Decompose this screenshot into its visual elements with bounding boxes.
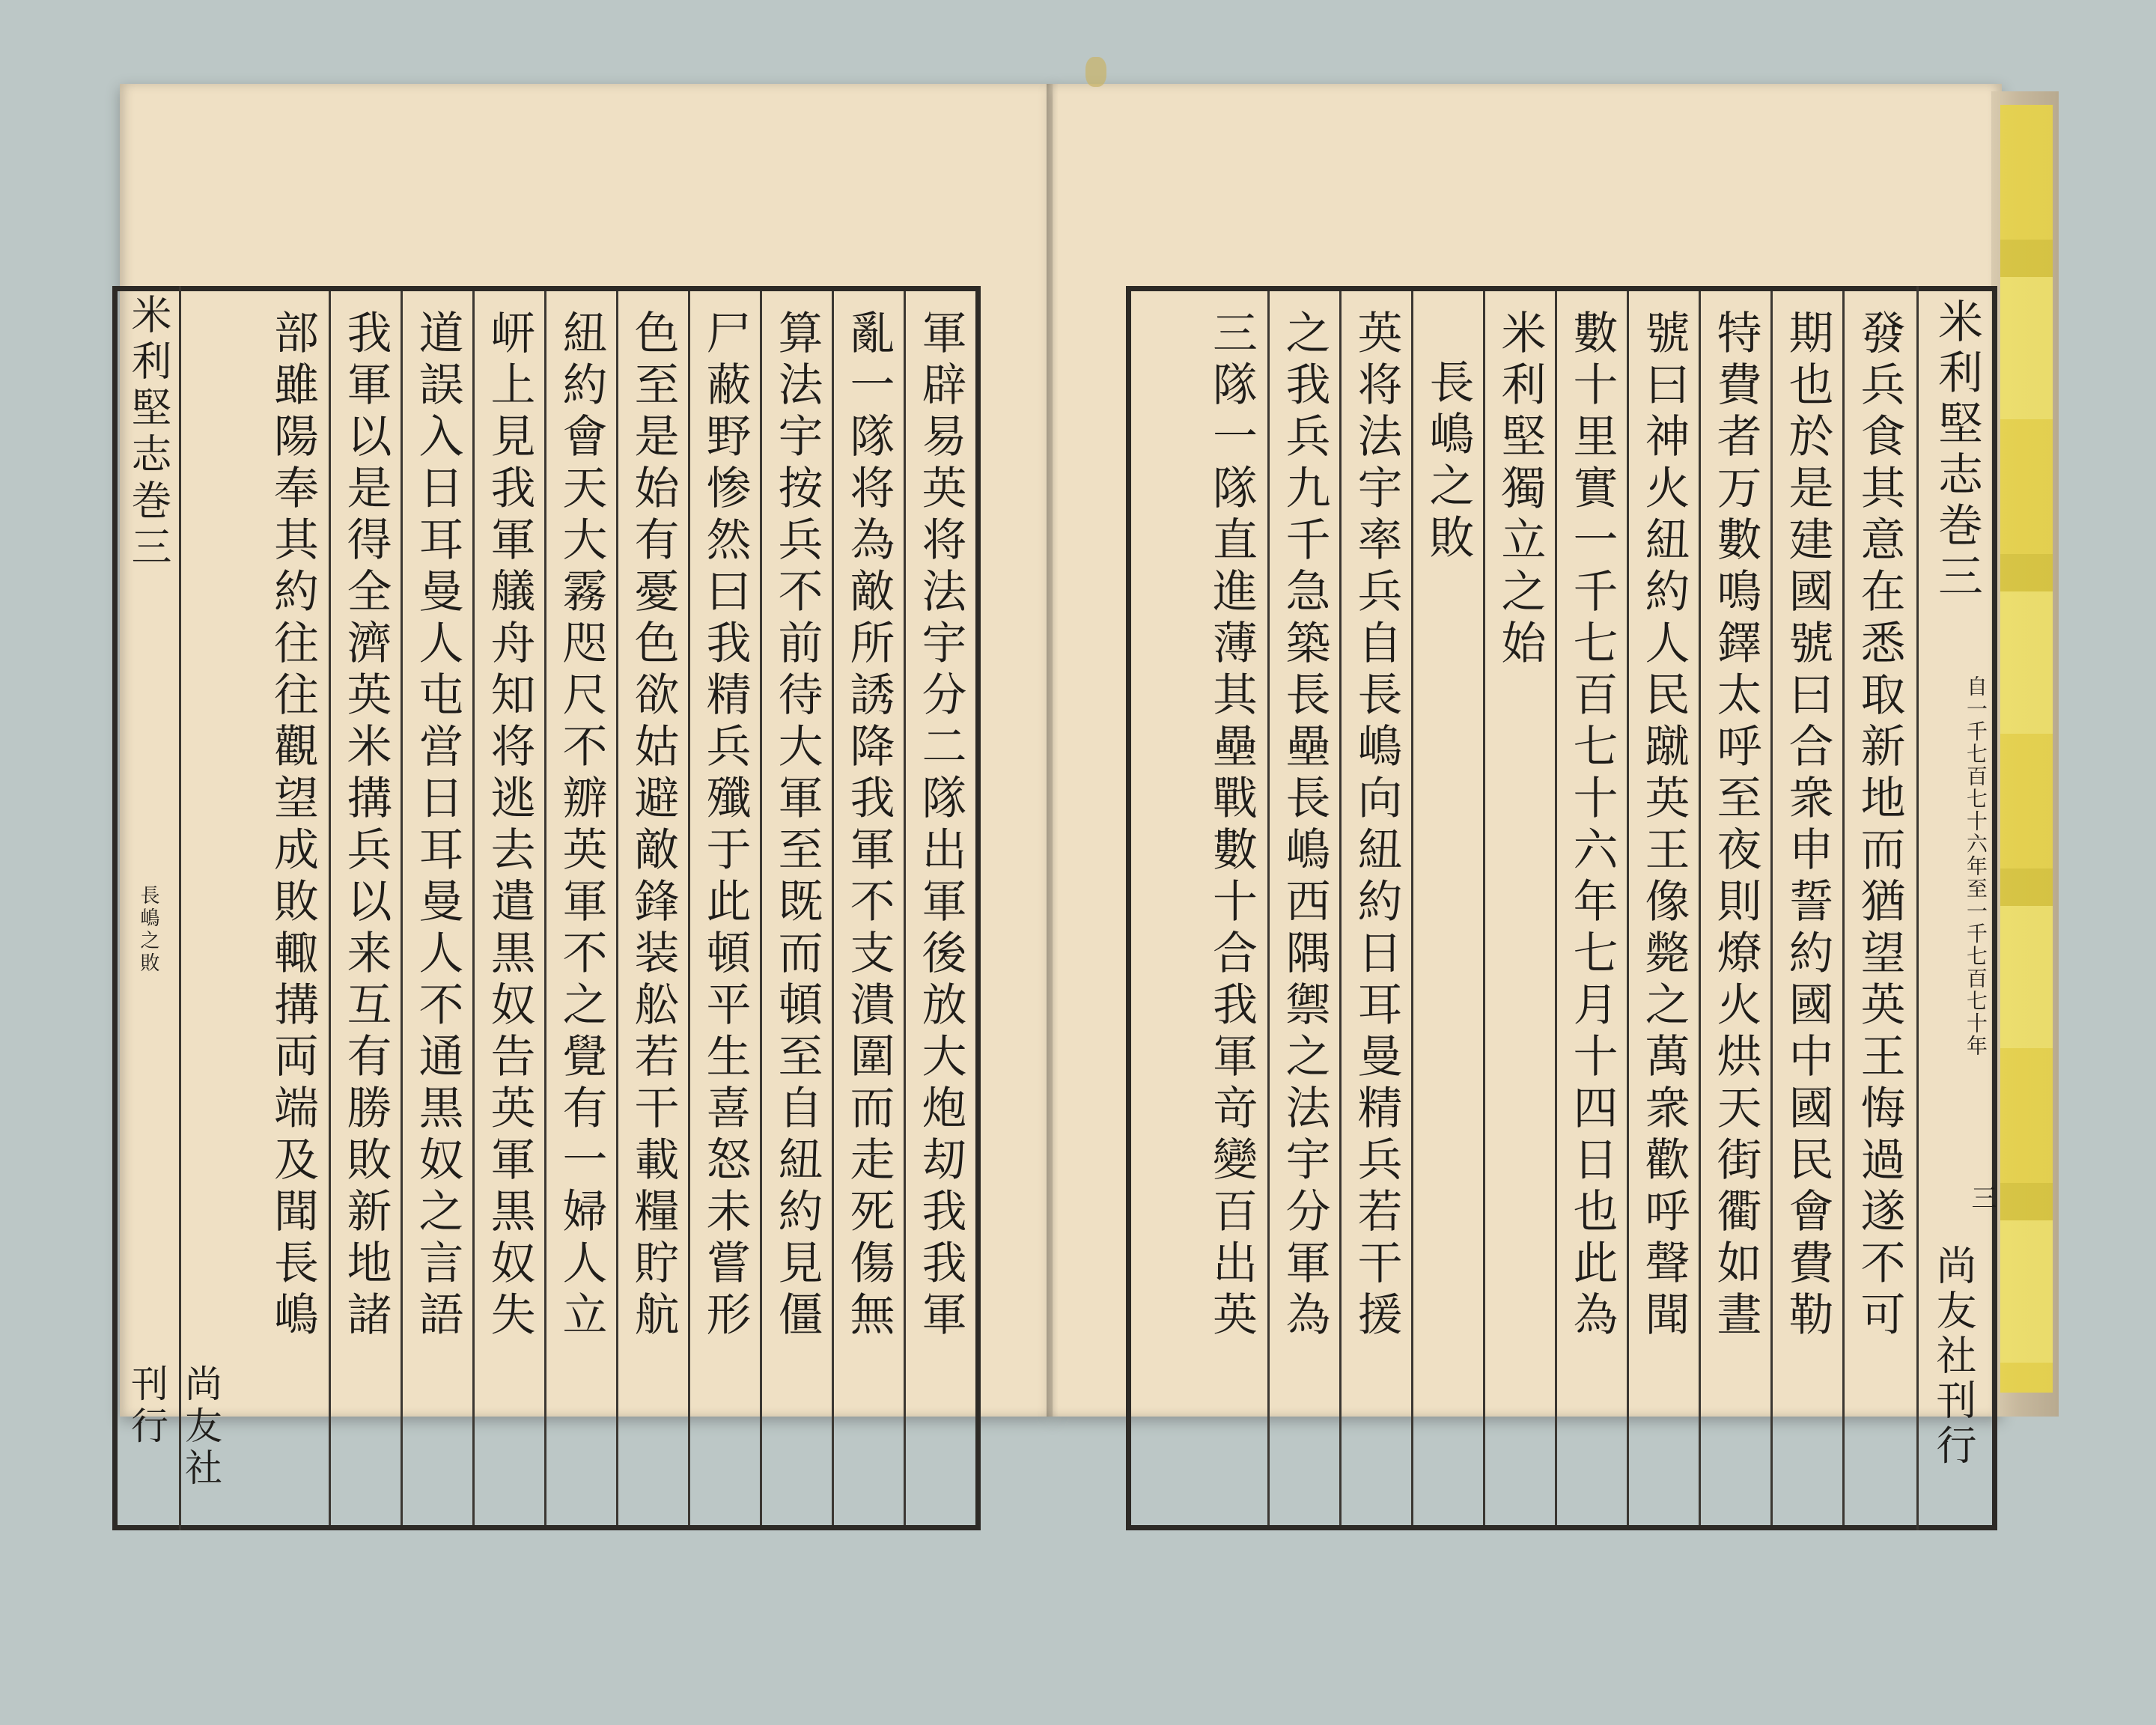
right-column-2: 期也於是建國號曰合衆申誓約國中國民會費勒 — [1770, 291, 1842, 1525]
right-column-1: 發兵食其意在悉取新地而猶望英王悔過遂不可 — [1842, 291, 1914, 1525]
left-column-5: 色至是始有憂色欲姑避敵鋒装舩若干載糧貯航 — [616, 291, 688, 1525]
left-column-6: 紐約會天大霧咫尺不辧英軍不之覺有一婦人立 — [544, 291, 616, 1525]
right-column-5: 數十里實一千七百七十六年七月十四日也此為 — [1555, 291, 1627, 1525]
paper-stain — [1085, 57, 1106, 87]
right-column-6: 米利堅獨立之始 — [1483, 291, 1555, 1525]
right-margin-title-text: 米利堅志 — [1931, 298, 1983, 502]
right-column-3: 特費者万數鳴鐸太呼至夜則燎火烘天街衢如晝 — [1699, 291, 1770, 1525]
left-margin-publisher: 尚友社刊行 — [125, 1364, 222, 1490]
right-margin-volume: 巻三 — [1931, 502, 1983, 603]
right-margin-strip — [1916, 286, 1997, 1530]
right-margin-title — [1925, 298, 1989, 603]
right-column-9: 之我兵九千急築長壘長嶋西隅禦之法宇分軍為 — [1267, 291, 1339, 1525]
left-column-4: 尸蔽野惨然曰我精兵殲于此頓平生喜怒未嘗形 — [688, 291, 760, 1525]
left-column-3: 算法宇按兵不前待大軍至既而頓至自紐約見僵 — [760, 291, 832, 1525]
right-margin-publisher: 尚友社刊行 — [1930, 1244, 1977, 1469]
left-margin-strip — [112, 286, 222, 1530]
right-margin-date-range: 自一千七百七十六年至一千七百七十年 — [1964, 675, 1988, 1057]
right-column-4: 號曰神火紐約人民蹴英王像斃之萬衆歡呼聲聞 — [1627, 291, 1699, 1525]
left-text-block — [112, 286, 981, 1530]
left-column-10: 部雖陽奉其約往往觀望成敗輙搆両端及聞長嶋 — [267, 309, 319, 1342]
right-section-heading: 長嶋之敗 — [1411, 291, 1483, 1525]
book-gutter — [1047, 84, 1059, 1417]
right-text-block — [1126, 286, 1997, 1530]
left-margin-volume: 巻三 — [125, 479, 172, 572]
left-column-7: 岍上見我軍艤舟知将逃去遣黒奴告英軍黒奴失 — [472, 291, 544, 1525]
right-column-10: 三隊一隊直進薄其壘戰數十合我軍竒變百出英 — [1205, 309, 1258, 1342]
left-column-8: 道誤入日耳曼人屯営日耳曼人不通黒奴之言語 — [401, 291, 472, 1525]
right-column-8: 英将法宇率兵自長嶋向紐約日耳曼精兵若干援 — [1339, 291, 1411, 1525]
left-margin-title — [120, 293, 177, 572]
cover-edge — [2000, 105, 2053, 1393]
left-column-9: 我軍以是得全濟英米搆兵以来互有勝敗新地諸 — [329, 291, 401, 1525]
left-margin-chapter: 長嶋之敗 — [137, 885, 159, 975]
left-margin-title-text: 米利堅志 — [125, 293, 172, 479]
right-margin-page-number: 三 — [1967, 1184, 1997, 1210]
left-column-1: 軍辟易英将法宇分二隊出軍後放大炮刧我我軍 — [904, 291, 975, 1525]
left-column-2: 亂一隊将為敵所誘降我軍不支潰圍而走死傷無 — [832, 291, 904, 1525]
